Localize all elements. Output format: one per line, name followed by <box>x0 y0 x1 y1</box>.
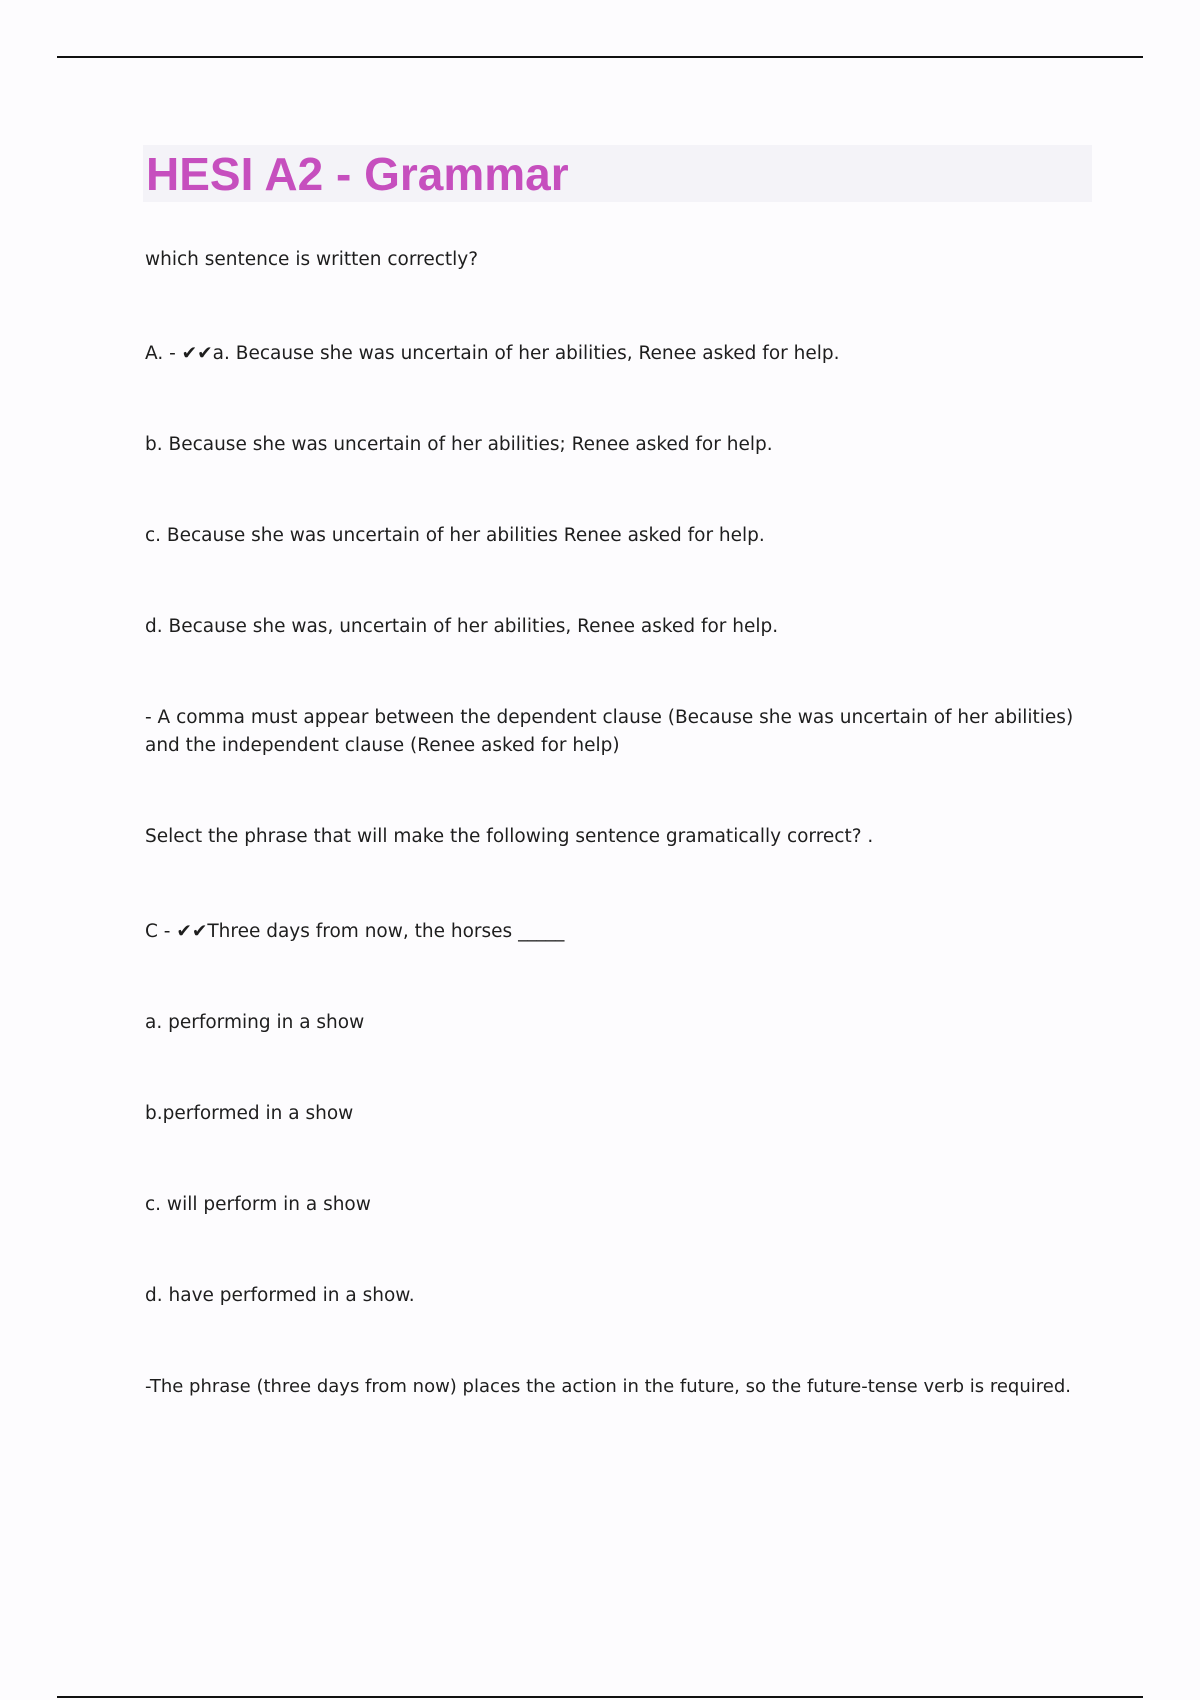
question-2-explanation: -The phrase (three days from now) places the action in the future, so the future-tense verb is required. <box>145 1376 1071 1397</box>
question-1-option-b: b. Because she was uncertain of her abilities; Renee asked for help. <box>145 434 773 455</box>
question-1-answer: A. - ✔✔a. Because she was uncertain of her abilities, Renee asked for help. <box>145 343 840 364</box>
question-2-option-d: d. have performed in a show. <box>145 1285 415 1306</box>
footer-rule <box>57 1696 1143 1698</box>
question-2-prompt: Select the phrase that will make the following sentence gramatically correct? . <box>145 826 874 847</box>
document-title: HESI A2 - Grammar <box>146 148 569 200</box>
question-1-prompt: which sentence is written correctly? <box>145 249 479 270</box>
question-2-option-c: c. will perform in a show <box>145 1194 371 1215</box>
question-2-answer: C - ✔✔Three days from now, the horses _____ <box>145 921 565 942</box>
header-rule <box>57 56 1143 58</box>
question-1-option-d: d. Because she was, uncertain of her abilities, Renee asked for help. <box>145 616 779 637</box>
question-2-option-a: a. performing in a show <box>145 1012 365 1033</box>
question-1-option-c: c. Because she was uncertain of her abilities Renee asked for help. <box>145 525 765 546</box>
question-2-option-b: b.performed in a show <box>145 1103 354 1124</box>
question-1-explanation: - A comma must appear between the dependent clause (Because she was uncertain of her abilities) and the independent clause (Renee asked for help) <box>145 707 1074 756</box>
